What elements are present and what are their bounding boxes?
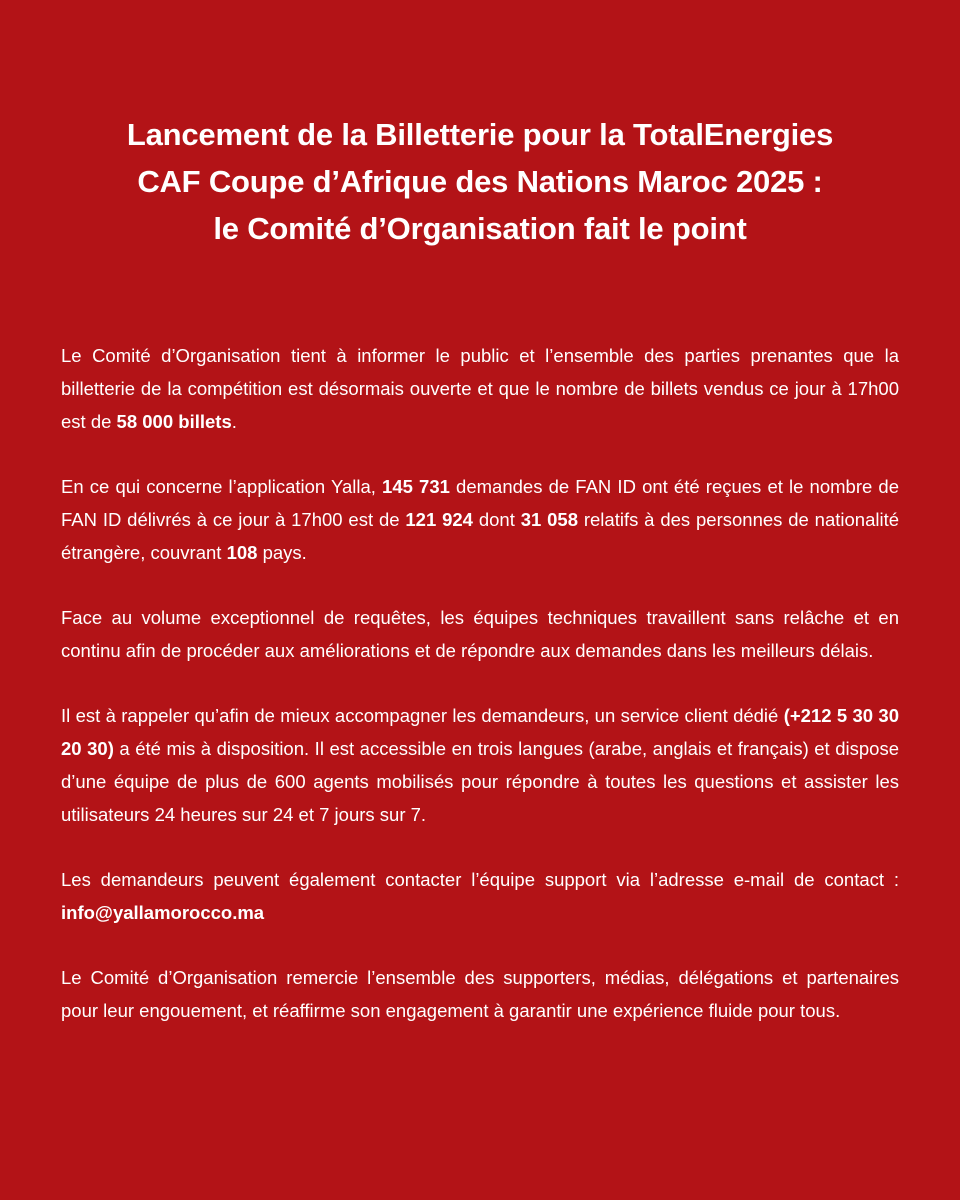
paragraph-fan-id: [61, 470, 899, 569]
support-email: info@yallamorocco.ma: [61, 902, 265, 923]
paragraph-text: En ce qui concerne l’application Yalla,: [61, 476, 383, 497]
paragraph-text: Le Comité d’Organisation remercie l’ensemble des supporters, médias, délégations et partenaires pour leur engouement, et réaffirme son engagement à garantir une expérience fluide pour tous.: [61, 967, 899, 1021]
paragraph-text: relatifs à des personnes de nationalité étrangère, couvrant: [61, 509, 900, 563]
title-line-2: CAF Coupe d’Afrique des Nations Maroc 2025 :: [137, 164, 823, 199]
paragraph-text: pays.: [257, 542, 307, 563]
paragraph-text: .: [231, 411, 237, 432]
tickets-sold-count: 58 000 billets: [116, 411, 232, 432]
fan-id-issued-count: 121 924: [405, 509, 473, 530]
title-line-1: Lancement de la Billetterie pour la TotalEnergies: [126, 117, 834, 152]
foreign-fan-id-count: 31 058: [520, 509, 578, 530]
paragraph-text: demandes de FAN ID ont été reçues et le nombre de FAN ID délivrés à ce jour à 17h00 est de: [61, 476, 899, 530]
paragraph-text: Les demandeurs peuvent également contacter l’équipe support via l’adresse e-mail de contact :: [61, 869, 899, 890]
paragraph-text: Le Comité d’Organisation tient à informer le public et l’ensemble des parties prenantes que la billetterie de la compétition est désormais ouverte et que le nombre de billets vendus ce jour à 17h00 est de: [61, 345, 899, 432]
press-release-body: [61, 339, 899, 1059]
paragraph-email-support: [61, 863, 899, 929]
fan-id-requests-count: 145 731: [382, 476, 450, 497]
paragraph-text: Il est à rappeler qu’afin de mieux accompagner les demandeurs, un service client dédié: [61, 705, 784, 726]
paragraph-customer-service: [61, 699, 899, 831]
paragraph-ticket-sales: [61, 339, 899, 438]
customer-service-phone: (+212 5 30 30 20 30): [61, 705, 899, 759]
title-line-3: le Comité d’Organisation fait le point: [213, 211, 747, 246]
paragraph-thanks: [61, 961, 899, 1027]
paragraph-text: dont: [472, 509, 521, 530]
countries-count: 108: [226, 542, 258, 563]
paragraph-text: Face au volume exceptionnel de requêtes, les équipes techniques travaillent sans relâche et en continu afin de procéder aux améliorations et de répondre aux demandes dans les meilleurs délais.: [61, 607, 899, 661]
page-title: [60, 111, 900, 252]
paragraph-text: a été mis à disposition. Il est accessible en trois langues (arabe, anglais et français) et dispose d’une équipe de plus de 600 agents mobilisés pour répondre à toutes les questions et assister les utilisateurs 24 heures sur 24 et 7 jours sur 7.: [61, 738, 899, 825]
paragraph-technical-teams: [61, 601, 899, 667]
